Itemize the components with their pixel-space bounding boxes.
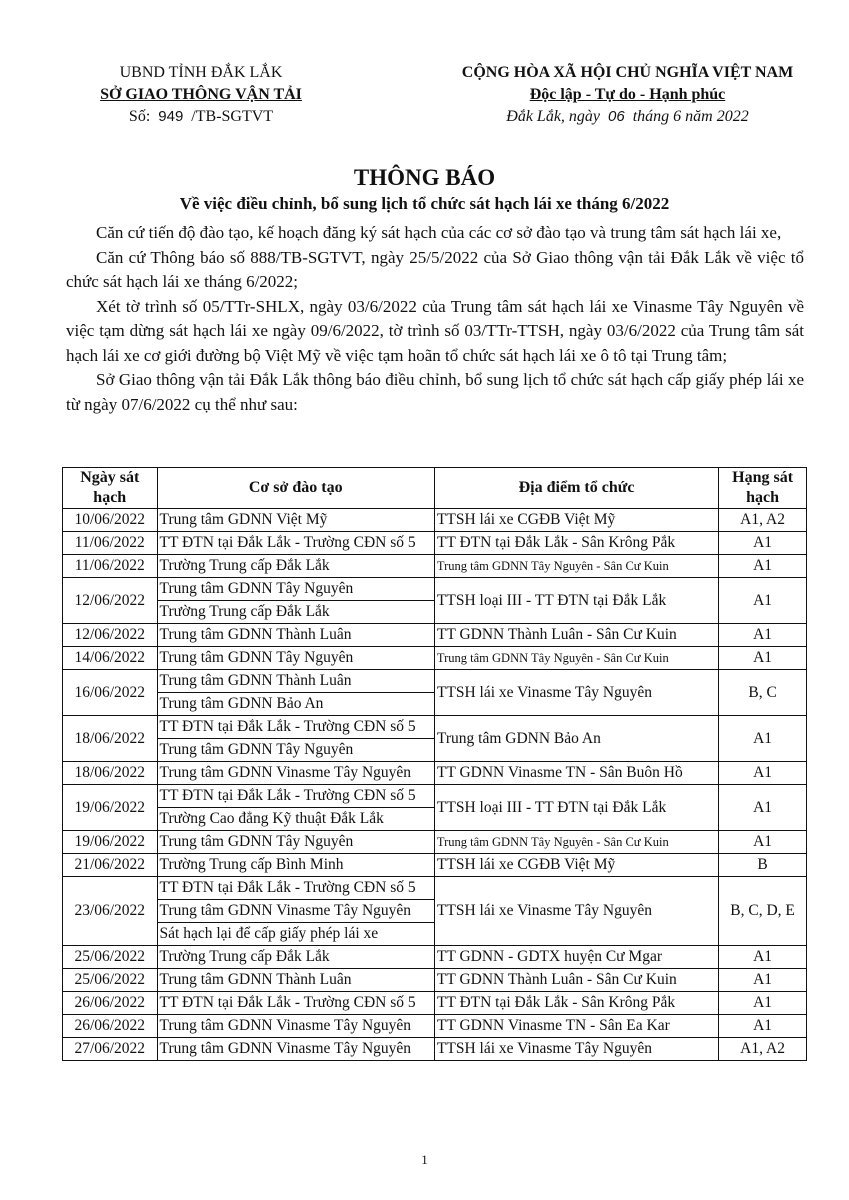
cell-exam-date: 11/06/2022 xyxy=(63,532,158,555)
cell-license-class: A1 xyxy=(719,555,807,578)
table-row xyxy=(63,532,807,555)
cell-location: TTSH lái xe CGĐB Việt Mỹ xyxy=(434,509,718,532)
table-row xyxy=(63,762,807,785)
paragraph: Xét tờ trình số 05/TTr-SHLX, ngày 03/6/2022 của Trung tâm sát hạch lái xe Vinasme Tây Nguyên về việc tạm dừng sát hạch lái xe ngày 09/6/2022, tờ trình số 03/TTr-TTSH, ngày 03/6/2022 của Trung tâm sát hạch lái xe cơ giới đường bộ Việt Mỹ về việc tạm hoãn tổ chức sát hạch lái xe ô tô tại Trung tâm; xyxy=(66,296,804,365)
document-body xyxy=(66,221,804,417)
cell-license-class: A1 xyxy=(719,992,807,1015)
cell-location: TT ĐTN tại Đắk Lắk - Sân Krông Pắk xyxy=(434,532,718,555)
cell-location: TT GDNN Vinasme TN - Sân Ea Kar xyxy=(434,1015,718,1038)
cell-license-class: A1 xyxy=(719,647,807,670)
national-header xyxy=(430,62,825,128)
cell-location: Trung tâm GDNN Bảo An xyxy=(434,716,718,762)
table-row xyxy=(63,969,807,992)
agency-name: SỞ GIAO THÔNG VẬN TẢI xyxy=(100,86,302,103)
schedule-body xyxy=(63,509,807,1061)
document-number xyxy=(66,106,336,128)
cell-exam-date: 19/06/2022 xyxy=(63,785,158,831)
doc-no-suffix: /TB-SGTVT xyxy=(191,108,274,125)
table-header-row xyxy=(63,468,807,509)
cell-location: TT GDNN Thành Luân - Sân Cư Kuin xyxy=(434,624,718,647)
cell-location: Trung tâm GDNN Tây Nguyên - Sân Cư Kuin xyxy=(434,555,718,578)
cell-license-class: B, C xyxy=(719,670,807,716)
table-row xyxy=(63,509,807,532)
cell-training-facility: Trung tâm GDNN Thành Luân xyxy=(157,624,434,647)
date-suffix: tháng 6 năm 2022 xyxy=(632,108,749,125)
cell-license-class: A1, A2 xyxy=(719,1038,807,1061)
cell-license-class: A1, A2 xyxy=(719,509,807,532)
cell-exam-date: 26/06/2022 xyxy=(63,992,158,1015)
cell-license-class: A1 xyxy=(719,831,807,854)
cell-training-facility: Trường Trung cấp Bình Minh xyxy=(157,854,434,877)
cell-location: TTSH loại III - TT ĐTN tại Đắk Lắk xyxy=(434,785,718,831)
date-day: 06 xyxy=(608,108,625,125)
document-subtitle: Về việc điều chỉnh, bổ sung lịch tổ chức sát hạch lái xe tháng 6/2022 xyxy=(179,194,670,213)
cell-training-facility: Trung tâm GDNN Tây Nguyên xyxy=(157,647,434,670)
cell-exam-date: 25/06/2022 xyxy=(63,969,158,992)
table-row xyxy=(63,1015,807,1038)
cell-training-facility: TT ĐTN tại Đắk Lắk - Trường CĐN số 5 xyxy=(157,532,434,555)
table-row xyxy=(63,555,807,578)
table-row xyxy=(63,1038,807,1061)
cell-training-facility: Trung tâm GDNN Tây Nguyên xyxy=(157,831,434,854)
cell-training-facility: TT ĐTN tại Đắk Lắk - Trường CĐN số 5 xyxy=(157,716,434,739)
table-row xyxy=(63,578,807,601)
table-row xyxy=(63,624,807,647)
table-row xyxy=(63,877,807,900)
cell-training-facility: Trung tâm GDNN Vinasme Tây Nguyên xyxy=(157,762,434,785)
cell-training-facility: Trung tâm GDNN Thành Luân xyxy=(157,670,434,693)
cell-location: TT GDNN - GDTX huyện Cư Mgar xyxy=(434,946,718,969)
header-training-facility: Cơ sở đào tạo xyxy=(157,468,434,509)
cell-training-facility: Trung tâm GDNN Thành Luân xyxy=(157,969,434,992)
cell-training-facility: Trường Trung cấp Đắk Lắk xyxy=(157,601,434,624)
issuer-block xyxy=(66,62,336,128)
cell-location: Trung tâm GDNN Tây Nguyên - Sân Cư Kuin xyxy=(434,831,718,854)
cell-license-class: B xyxy=(719,854,807,877)
schedule-table xyxy=(62,467,807,1061)
cell-training-facility: Trường Trung cấp Đắk Lắk xyxy=(157,555,434,578)
cell-exam-date: 18/06/2022 xyxy=(63,716,158,762)
cell-license-class: A1 xyxy=(719,1015,807,1038)
cell-training-facility: Trung tâm GDNN Tây Nguyên xyxy=(157,578,434,601)
cell-location: TT GDNN Thành Luân - Sân Cư Kuin xyxy=(434,969,718,992)
paragraph: Sở Giao thông vận tải Đắk Lắk thông báo điều chỉnh, bổ sung lịch tổ chức sát hạch cấp giấy phép lái xe từ ngày 07/6/2022 cụ thể như sau: xyxy=(66,370,804,414)
cell-training-facility: Trung tâm GDNN Vinasme Tây Nguyên xyxy=(157,900,434,923)
cell-license-class: A1 xyxy=(719,716,807,762)
document-title: THÔNG BÁO xyxy=(353,165,496,190)
cell-training-facility: Trung tâm GDNN Vinasme Tây Nguyên xyxy=(157,1015,434,1038)
cell-license-class: A1 xyxy=(719,969,807,992)
header-exam-date: Ngày sát hạch xyxy=(63,468,158,509)
cell-training-facility: Trường Trung cấp Đắk Lắk xyxy=(157,946,434,969)
issue-date xyxy=(430,106,825,128)
country-name: CỘNG HÒA XÃ HỘI CHỦ NGHĨA VIỆT NAM xyxy=(461,64,794,81)
date-prefix: Đắk Lắk, ngày xyxy=(506,108,601,125)
cell-license-class: A1 xyxy=(719,762,807,785)
cell-training-facility: TT ĐTN tại Đắk Lắk - Trường CĐN số 5 xyxy=(157,785,434,808)
cell-training-facility: Trung tâm GDNN Vinasme Tây Nguyên xyxy=(157,1038,434,1061)
table-row xyxy=(63,785,807,808)
cell-license-class: B, C, D, E xyxy=(719,877,807,946)
cell-location: TTSH lái xe Vinasme Tây Nguyên xyxy=(434,1038,718,1061)
cell-exam-date: 18/06/2022 xyxy=(63,762,158,785)
table-row xyxy=(63,670,807,693)
table-row xyxy=(63,946,807,969)
cell-license-class: A1 xyxy=(719,946,807,969)
cell-location: Trung tâm GDNN Tây Nguyên - Sân Cư Kuin xyxy=(434,647,718,670)
cell-training-facility: TT ĐTN tại Đắk Lắk - Trường CĐN số 5 xyxy=(157,877,434,900)
cell-training-facility: Trung tâm GDNN Việt Mỹ xyxy=(157,509,434,532)
cell-exam-date: 27/06/2022 xyxy=(63,1038,158,1061)
cell-location: TTSH lái xe Vinasme Tây Nguyên xyxy=(434,670,718,716)
doc-no-label: Số: xyxy=(128,108,151,125)
cell-training-facility: Sát hạch lại để cấp giấy phép lái xe xyxy=(157,923,434,946)
cell-exam-date: 14/06/2022 xyxy=(63,647,158,670)
cell-location: TTSH lái xe CGĐB Việt Mỹ xyxy=(434,854,718,877)
cell-exam-date: 26/06/2022 xyxy=(63,1015,158,1038)
table-row xyxy=(63,716,807,739)
header-location: Địa điểm tổ chức xyxy=(434,468,718,509)
cell-exam-date: 11/06/2022 xyxy=(63,555,158,578)
cell-exam-date: 19/06/2022 xyxy=(63,831,158,854)
cell-exam-date: 16/06/2022 xyxy=(63,670,158,716)
header-license-class: Hạng sát hạch xyxy=(719,468,807,509)
cell-training-facility: Trường Cao đẳng Kỹ thuật Đắk Lắk xyxy=(157,808,434,831)
cell-license-class: A1 xyxy=(719,532,807,555)
cell-location: TTSH loại III - TT ĐTN tại Đắk Lắk xyxy=(434,578,718,624)
table-row xyxy=(63,854,807,877)
cell-license-class: A1 xyxy=(719,578,807,624)
cell-location: TTSH lái xe Vinasme Tây Nguyên xyxy=(434,877,718,946)
cell-training-facility: Trung tâm GDNN Tây Nguyên xyxy=(157,739,434,762)
cell-exam-date: 10/06/2022 xyxy=(63,509,158,532)
cell-exam-date: 25/06/2022 xyxy=(63,946,158,969)
paragraph: Căn cứ Thông báo số 888/TB-SGTVT, ngày 25/5/2022 của Sở Giao thông vận tải Đắk Lắk về việc tổ chức sát hạch lái xe tháng 6/2022; xyxy=(66,247,804,291)
table-row xyxy=(63,647,807,670)
cell-exam-date: 21/06/2022 xyxy=(63,854,158,877)
cell-location: TT GDNN Vinasme TN - Sân Buôn Hồ xyxy=(434,762,718,785)
cell-exam-date: 12/06/2022 xyxy=(63,578,158,624)
cell-license-class: A1 xyxy=(719,785,807,831)
cell-license-class: A1 xyxy=(719,624,807,647)
cell-training-facility: TT ĐTN tại Đắk Lắk - Trường CĐN số 5 xyxy=(157,992,434,1015)
cell-training-facility: Trung tâm GDNN Bảo An xyxy=(157,693,434,716)
table-row xyxy=(63,831,807,854)
table-row xyxy=(63,992,807,1015)
cell-exam-date: 12/06/2022 xyxy=(63,624,158,647)
national-motto: Độc lập - Tự do - Hạnh phúc xyxy=(529,86,726,103)
cell-exam-date: 23/06/2022 xyxy=(63,877,158,946)
agency-parent: UBND TỈNH ĐẮK LẮK xyxy=(119,64,283,81)
cell-location: TT ĐTN tại Đắk Lắk - Sân Krông Pắk xyxy=(434,992,718,1015)
paragraph: Căn cứ tiến độ đào tạo, kế hoạch đăng ký sát hạch của các cơ sở đào tạo và trung tâm sát hạch lái xe, xyxy=(96,223,782,242)
doc-no-value: 949 xyxy=(158,108,184,125)
page-number: 1 xyxy=(421,1152,428,1167)
